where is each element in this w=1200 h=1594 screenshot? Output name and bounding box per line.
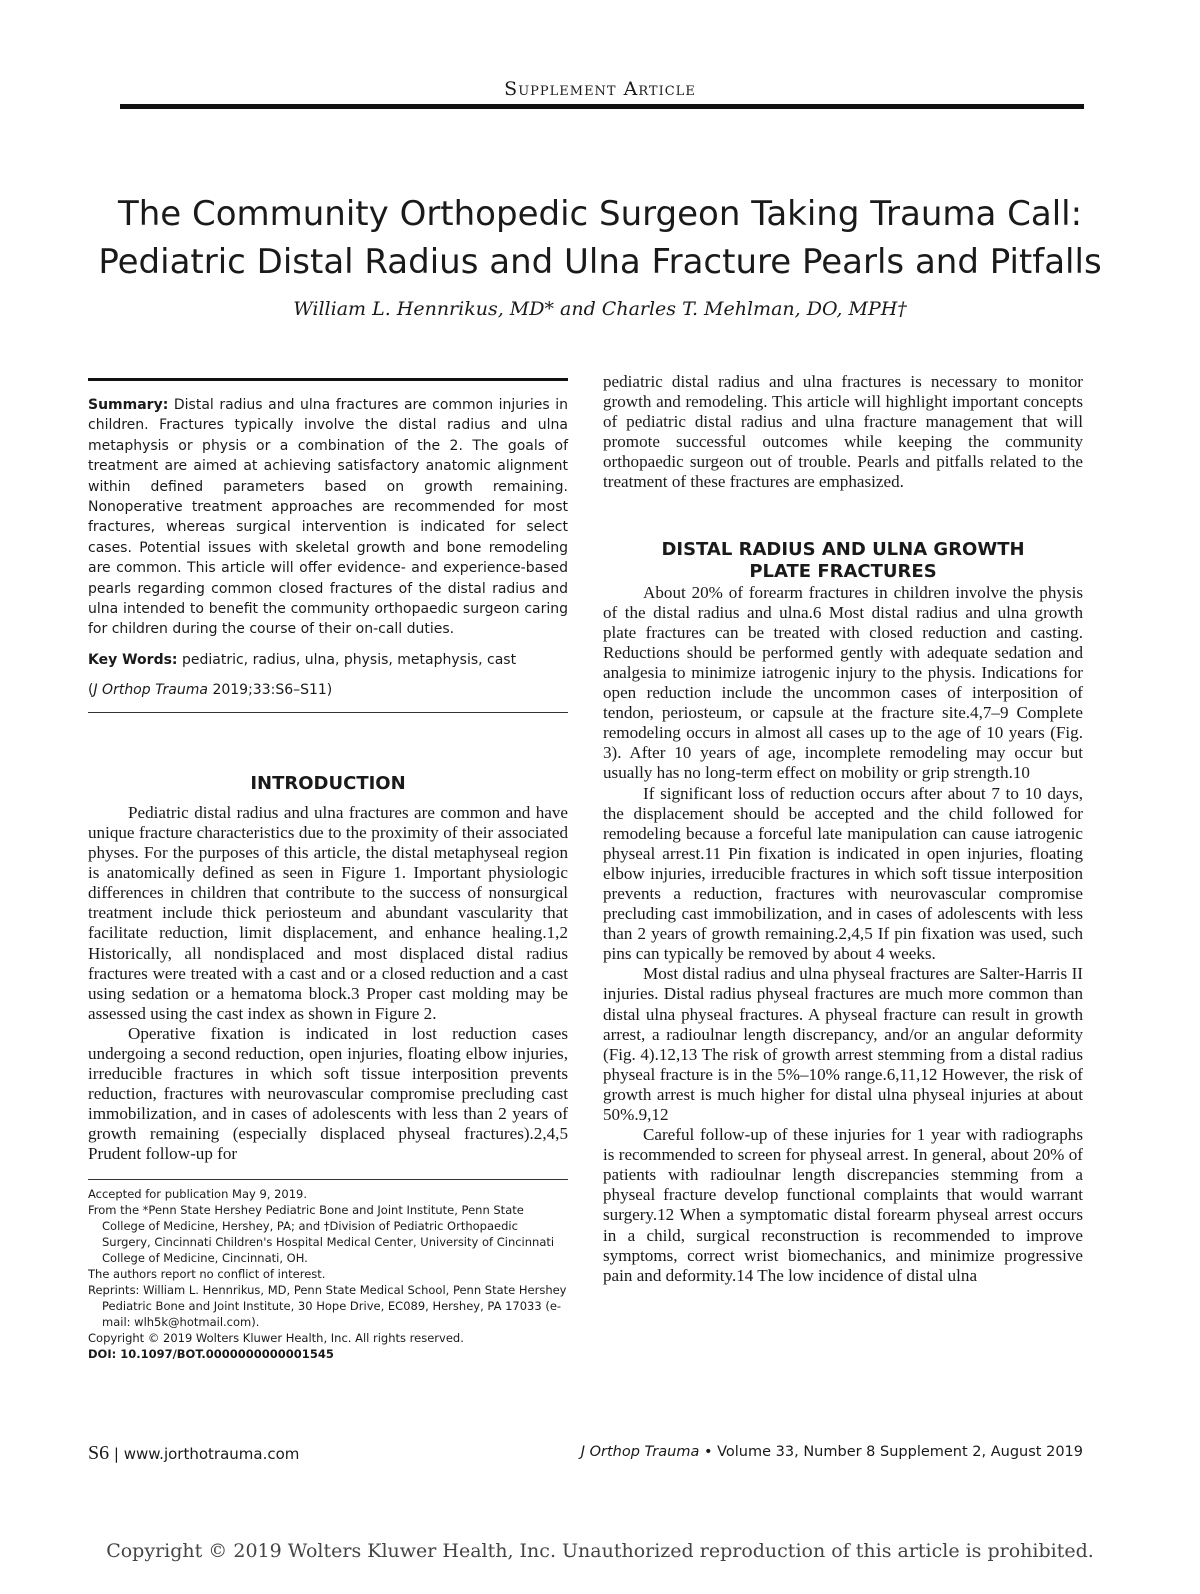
summary-label: Summary: [88, 397, 169, 413]
footer-left [88, 1442, 299, 1465]
header-rule [120, 104, 1084, 109]
footnote-accepted: Accepted for publication May 9, 2019. [88, 1186, 308, 1201]
right-column [603, 372, 1083, 1286]
page-number: S6 [88, 1442, 110, 1464]
growth-plate-heading-line-1: DISTAL RADIUS AND ULNA GROWTH [661, 538, 1025, 560]
title-line-1: The Community Orthopedic Surgeon Taking Trauma Call: [117, 194, 1083, 234]
header-label: Supplement Article [504, 78, 696, 100]
footnote-affiliations: From the *Penn State Hershey Pediatric Bone and Joint Institute, Penn State College of Medicine, Hershey, PA; and †Division of Pediatric Orthopaedic Surgery, Cincinnati Children's Hospital Medical Center, University of Cincinnati College of Medicine, Cincinnati, OH. [88, 1202, 555, 1265]
journal-website: www.jorthotrauma.com [123, 1445, 300, 1463]
citation-journal: J Orthop Trauma [93, 681, 208, 698]
footnote-doi: DOI: 10.1097/BOT.0000000000001545 [88, 1346, 334, 1361]
citation: (J Orthop Trauma 2019;33:S6–S11) [88, 681, 333, 698]
intro-heading: INTRODUCTION [250, 772, 406, 794]
intro-paragraph-1: Pediatric distal radius and ulna fractures are common and have unique fracture characteristics due to the proximity of their associated physes. For the purposes of this article, the distal metaphyseal region is anatomically defined as seen in Figure 1. Important physiologic differences in children that contribute to the success of nonsurgical treatment include thick periosteum and abundant vascularity that facilitate reduction, limit displacement, and enhance healing.1,2 Historically, all nondisplaced and most displaced distal radius fractures were treated with a cast and or a closed reduction and a cast using sedation or a hematoma block.3 Proper cast molding may be assessed using the cast index as shown in Figure 2. [88, 802, 568, 1023]
abstract-bottom-rule [88, 712, 568, 713]
footer-separator: | [113, 1445, 119, 1463]
keywords-text: pediatric, radius, ulna, physis, metaphysis, cast [181, 651, 517, 668]
intro-paragraph-2: Operative fixation is indicated in lost reduction cases undergoing a second reduction, open injuries, floating elbow injuries, irreducible fractures in which soft tissue interposition prevents reduction, fractures with neurovascular compromise precluding cast immobilization, and in cases of adolescents with less than 2 years of growth remaining (especially displaced physeal fractures).2,4,5 Prudent follow-up for [88, 1023, 568, 1164]
growth-plate-paragraph-3: Most distal radius and ulna physeal fractures are Salter-Harris II injuries. Distal radius physeal fractures are much more common than distal ulna physeal fractures. A physeal fracture can result in growth arrest, a radioulnar length discrepancy, and/or an angular deformity (Fig. 4).12,13 The risk of growth arrest stemming from a distal radius physeal fracture is in the 5%–10% range.6,11,12 However, the risk of growth arrest is much higher for distal ulna physeal injuries at about 50%.9,12 [603, 964, 1083, 1124]
footnote-conflict: The authors report no conflict of interest. [88, 1266, 326, 1281]
growth-plate-heading [603, 539, 1083, 583]
left-column [88, 378, 568, 1362]
title-line-2: Pediatric Distal Radius and Ulna Fracture Pearls and Pitfalls [98, 242, 1102, 282]
copyright-notice: Copyright © 2019 Wolters Kluwer Health, Inc. Unauthorized reproduction of this article is prohibited. [106, 1540, 1094, 1562]
footer-journal: J Orthop Trauma [580, 1444, 700, 1460]
footer-issue: • Volume 33, Number 8 Supplement 2, August 2019 [703, 1444, 1083, 1460]
footnote-reprints: Reprints: William L. Hennrikus, MD, Penn State Medical School, Penn State Hershey Pediatric Bone and Joint Institute, 30 Hope Drive, EC089, Hershey, PA 17033 (e-mail: wlh5k@hotmail.com). [88, 1282, 567, 1329]
footer-right [520, 1444, 1083, 1460]
growth-plate-paragraph-4: Careful follow-up of these injuries for 1 year with radiographs is recommended to screen for physeal arrest. In general, about 20% of patients with radioulnar length discrepancies stemming from a physeal fracture develop functional complaints that would warrant surgery.12 When a symptomatic distal forearm physeal arrest occurs in a child, surgical reconstruction is recommended to improve symptoms, correct wrist biomechanics, and minimize progressive pain and deformity.14 The low incidence of distal ulna [603, 1125, 1083, 1285]
keywords-label: Key Words: [88, 651, 178, 668]
abstract-summary [88, 395, 568, 640]
authors: William L. Hennrikus, MD* and Charles T. Mehlman, DO, MPH† [293, 298, 907, 320]
growth-plate-heading-line-2: PLATE FRACTURES [749, 560, 937, 582]
abstract-top-rule [88, 378, 568, 381]
footnote-rule [88, 1179, 568, 1180]
summary-text: Distal radius and ulna fractures are common injuries in children. Fractures typically involve the distal radius and ulna metaphysis or physis or a combination of the 2. The goals of treatment are aimed at achieving satisfactory anatomic alignment within defined parameters based on growth remaining. Nonoperative treatment approaches are recommended for most fractures, whereas surgical intervention is indicated for select cases. Potential issues with skeletal growth and bone remodeling are common. This article will offer evidence- and experience-based pearls regarding common closed fractures of the distal radius and ulna intended to benefit the community orthopaedic surgeon caring for children during the course of their on-call duties. [88, 397, 569, 638]
citation-rest: 2019;33:S6–S11) [212, 681, 333, 698]
footnote-copyright: Copyright © 2019 Wolters Kluwer Health, Inc. All rights reserved. [88, 1330, 464, 1345]
article-title [60, 190, 1140, 286]
intro-continued: pediatric distal radius and ulna fractures is necessary to monitor growth and remodeling. This article will highlight important concepts of pediatric distal radius and ulna fracture management that will promote successful outcomes while keeping the community orthopaedic surgeon out of trouble. Pearls and pitfalls related to the treatment of these fractures are emphasized. [603, 372, 1083, 492]
growth-plate-paragraph-2: If significant loss of reduction occurs after about 7 to 10 days, the displacement should be accepted and the child followed for remodeling because a forceful late manipulation can cause iatrogenic physeal arrest.11 Pin fixation is indicated in open injuries, floating elbow injuries, irreducible fractures in which soft tissue interposition prevents a reduction, fractures with neurovascular compromise precluding cast immobilization, and in cases of adolescents with less than 2 years of growth remaining.2,4,5 If pin fixation was used, such pins can typically be removed by about 4 weeks. [603, 783, 1083, 964]
keywords [88, 650, 568, 670]
growth-plate-paragraph-1: About 20% of forearm fractures in children involve the physis of the distal radius and ulna.6 Most distal radius and ulna growth plate fractures can be treated with closed reduction and casting. Reductions should be performed gently with adequate sedation and analgesia to minimize iatrogenic injury to the physis. Indications for open reduction include the uncommon cases of interposition of tendon, periosteum, or capsule at the fracture site.4,7–9 Complete remodeling occurs in almost all cases up to the age of 10 years (Fig. 3). After 10 years of age, incomplete remodeling may occur but usually has no long-term effect on mobility or grip strength.10 [603, 582, 1083, 783]
footnotes [88, 1186, 568, 1362]
